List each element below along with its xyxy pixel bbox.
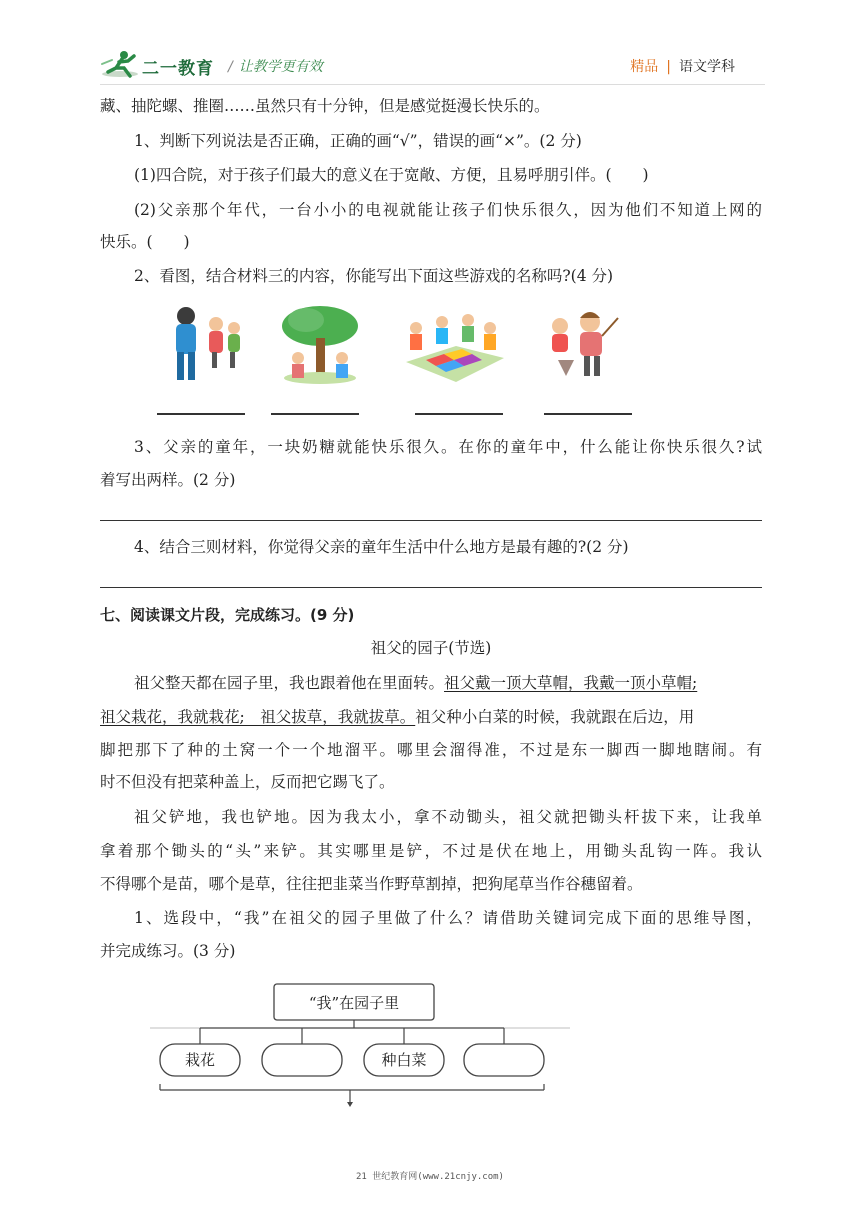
mind-map-node-1-label: 栽花 (184, 1051, 216, 1069)
passage-text: 祖父整天都在园子里，我也跟着他在里面转。 (134, 674, 445, 692)
header-divider (100, 84, 765, 85)
slogan-text: 让教学更有效 (238, 59, 323, 75)
game-picture-2-icon (276, 302, 364, 386)
brand-quality: 精品 (630, 59, 659, 75)
mind-map-root: “我”在园子里 (308, 994, 400, 1012)
passage-line: 脚把那下了种的土窝一个一个地溜平。哪里会溜得准，不过是东一脚西一脚地瞎闹。有 (100, 741, 762, 759)
passage-line: 祖父铲地，我也铲地。因为我太小，拿不动锄头，祖父就把锄头杆拔下来，让我单 (134, 808, 762, 826)
passage-text: 祖父种小白菜的时候，我就跟在后边，用 (415, 708, 695, 726)
mind-map-node-4[interactable] (464, 1044, 544, 1076)
underlined-text: 祖父栽花，我就栽花; 祖父拔草，我就拔草。 (100, 708, 416, 726)
question-1-2: (2)父亲那个年代，一台小小的电视就能让孩子们快乐很久，因为他们不知道上网的 (134, 201, 762, 219)
passage-title: 祖父的园子(节选) (370, 639, 492, 657)
passage-line: 不得哪个是苗，哪个是草，往往把韭菜当作野草割掉，把狗尾草当作谷穗留着。 (100, 875, 643, 893)
passage-line (134, 673, 697, 693)
question-7-1-cont: 并完成练习。(3 分) (100, 942, 236, 960)
question-3: 3、父亲的童年，一块奶糖就能快乐很久。在你的童年中，什么能让你快乐很久?试 (134, 438, 762, 456)
page-footer: 21 世纪教育网(www.21cnjy.com) (356, 1172, 504, 1182)
answer-blank-1[interactable] (157, 413, 245, 415)
mind-map-node-3-label: 种白菜 (381, 1051, 427, 1069)
question-1-2-cont: 快乐。( ) (100, 233, 190, 251)
answer-line-q3[interactable] (100, 520, 762, 521)
passage-line: 时不但没有把菜种盖上，反而把它踢飞了。 (100, 773, 395, 791)
answer-blank-4[interactable] (544, 413, 632, 415)
slogan: / 让教学更有效 (228, 59, 323, 75)
brand-subject: 语文学科 (679, 59, 735, 75)
brand (630, 56, 735, 76)
question-1-1: (1)四合院，对于孩子们最大的意义在于宽敞、方便，且易呼朋引伴。( ) (134, 166, 649, 184)
answer-blank-2[interactable] (271, 413, 359, 415)
question-7-1: 1、选段中，“我”在祖父的园子里做了什么？请借助关键词完成下面的思维导图， (134, 909, 762, 927)
question-4: 4、结合三则材料，你觉得父亲的童年生活中什么地方是最有趣的?(2 分) (134, 538, 629, 556)
page-header (100, 46, 765, 86)
logo-text: 二一教育 (142, 59, 214, 79)
underlined-text: 祖父戴一顶大草帽，我戴一顶小草帽; (444, 674, 698, 692)
game-picture-3-icon (396, 302, 508, 386)
text-line: 藏、抽陀螺、推圈……虽然只有十分钟，但是感觉挺漫长快乐的。 (100, 97, 550, 115)
question-1: 1、判断下列说法是否正确，正确的画“√”，错误的画“×”。(2 分) (134, 132, 582, 150)
passage-line: 拿着那个锄头的“头”来铲。其实哪里是铲，不过是伏在地上，用锄头乱钩一阵。我认 (100, 842, 762, 860)
brand-separator: | (666, 59, 671, 75)
mind-map-node-2[interactable] (262, 1044, 342, 1076)
question-3-cont: 着写出两样。(2 分) (100, 471, 236, 489)
passage-line (100, 707, 694, 727)
answer-blank-3[interactable] (415, 413, 503, 415)
answer-line-q4[interactable] (100, 587, 762, 588)
question-2: 2、看图，结合材料三的内容，你能写出下面这些游戏的名称吗?(4 分) (134, 267, 614, 285)
section-7-heading: 七、阅读课文片段，完成练习。(9 分) (100, 606, 355, 624)
mind-map (150, 980, 570, 1110)
game-picture-4-icon (540, 302, 624, 386)
game-picture-1-icon (160, 302, 252, 386)
